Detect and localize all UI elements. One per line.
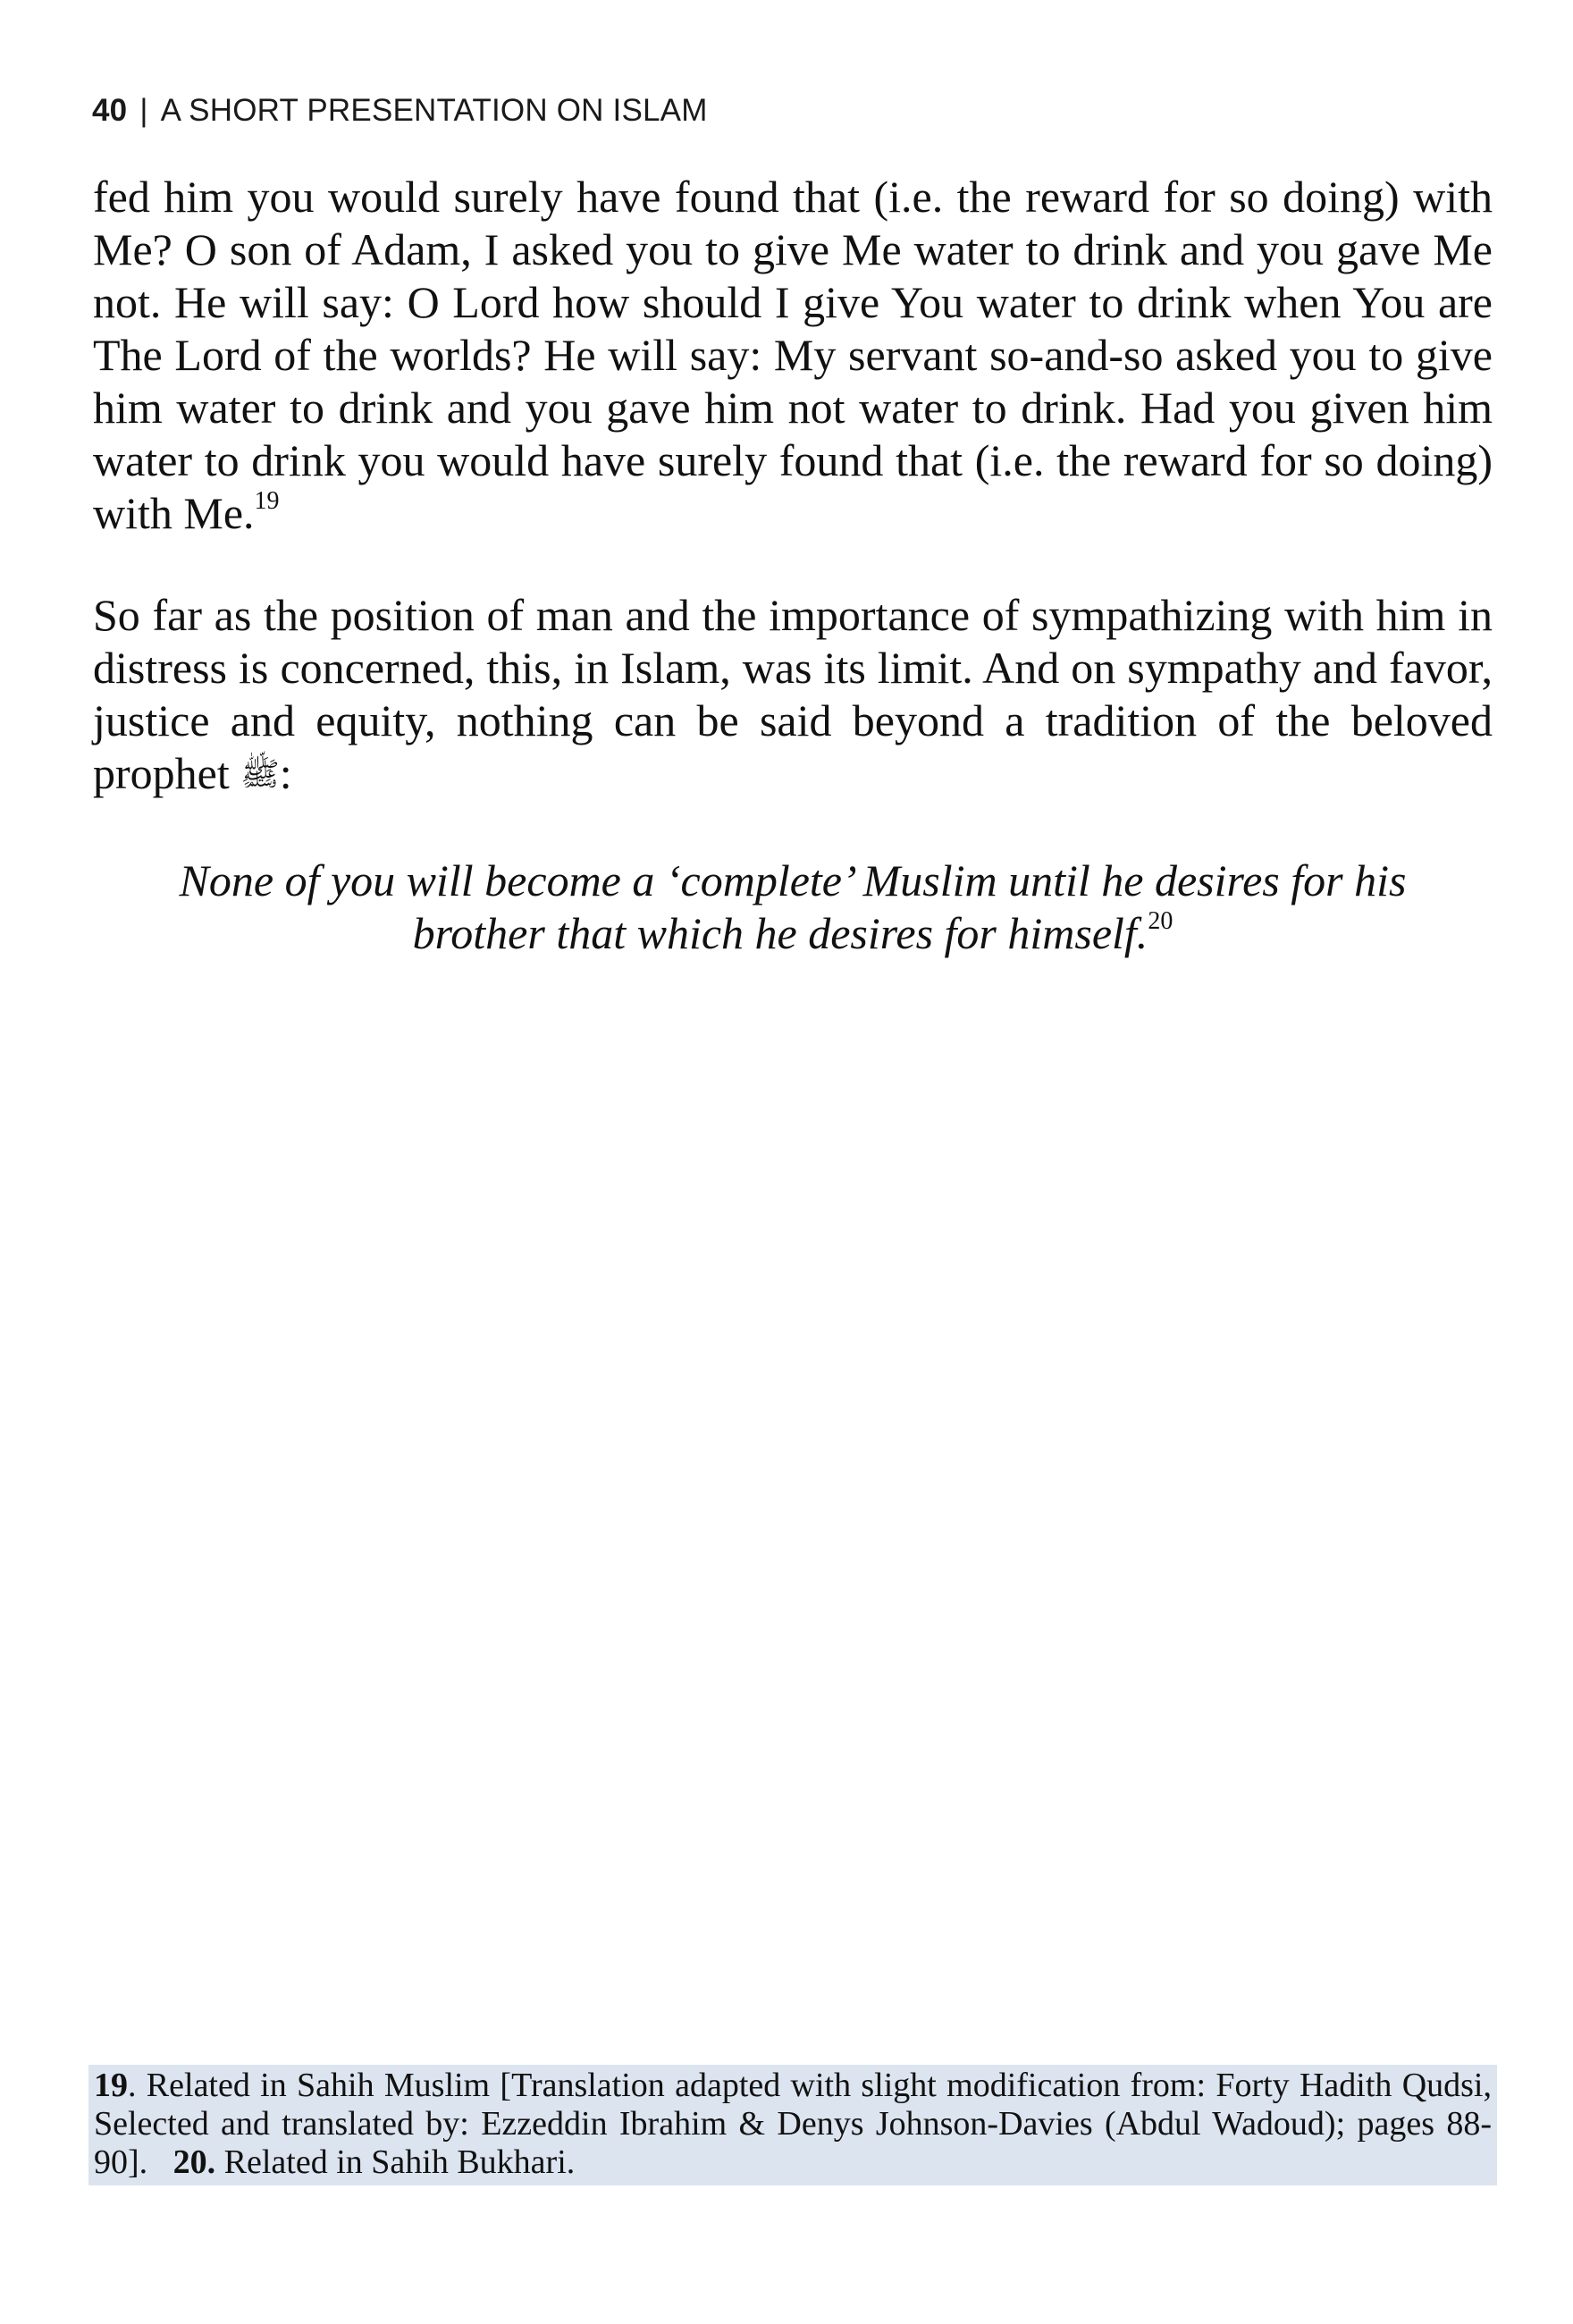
- page-number: 40: [92, 93, 128, 128]
- footnote-20-number: 20.: [172, 2143, 216, 2181]
- quote-line-1: None of you will become a ‘complete’ Muslim until he desires for his: [179, 855, 1407, 905]
- footnote-19-text: . Related in Sahih Muslim [Translation adapted with slight modification from: Forty Hadith Qudsi, Selected and translated by: Ezzeddin Ibrahim & Denys Johnson-Davies (Abdul Wadoud); pages 88-90].: [94, 2067, 1492, 2181]
- paragraph-text: fed him you would surely have found that (i.e. the reward for so doing) with Me? O son of Adam, I asked you to give Me water to drink and you gave Me not. He will say: O Lord how should I give You water to drink when You are The Lord of the worlds? He will say: My servant so-and-so asked you to give him water to drink and you gave him not water to drink. Had you given him water to drink you would have surely found that (i.e. the reward for so doing) with Me.: [93, 172, 1493, 538]
- salutation-glyph: ﷺ: [240, 756, 280, 792]
- body-paragraph-1: [93, 171, 1493, 540]
- quote-line-2: brother that which he desires for himself.: [412, 908, 1148, 958]
- book-title: A SHORT PRESENTATION ON ISLAM: [160, 93, 708, 128]
- paragraph-text: So far as the position of man and the importance of sympathizing with him in distress is concerned, this, in Islam, was its limit. And on sympathy and favor, justice and equity, nothing can be said beyond a tradition of the beloved prophet: [93, 590, 1493, 798]
- footnote-ref-19[interactable]: 19: [254, 487, 280, 515]
- hadith-quote: [93, 855, 1493, 960]
- body-paragraph-2: [93, 589, 1493, 801]
- running-header: [92, 93, 708, 129]
- paragraph-trailing-colon: :: [279, 748, 292, 798]
- footnotes-block: [88, 2065, 1497, 2185]
- footnote-19-number: 19: [94, 2067, 128, 2104]
- footnote-20-text: Related in Sahih Bukhari.: [223, 2143, 576, 2181]
- header-separator: |: [139, 93, 148, 128]
- footnote-ref-20[interactable]: 20: [1148, 907, 1173, 935]
